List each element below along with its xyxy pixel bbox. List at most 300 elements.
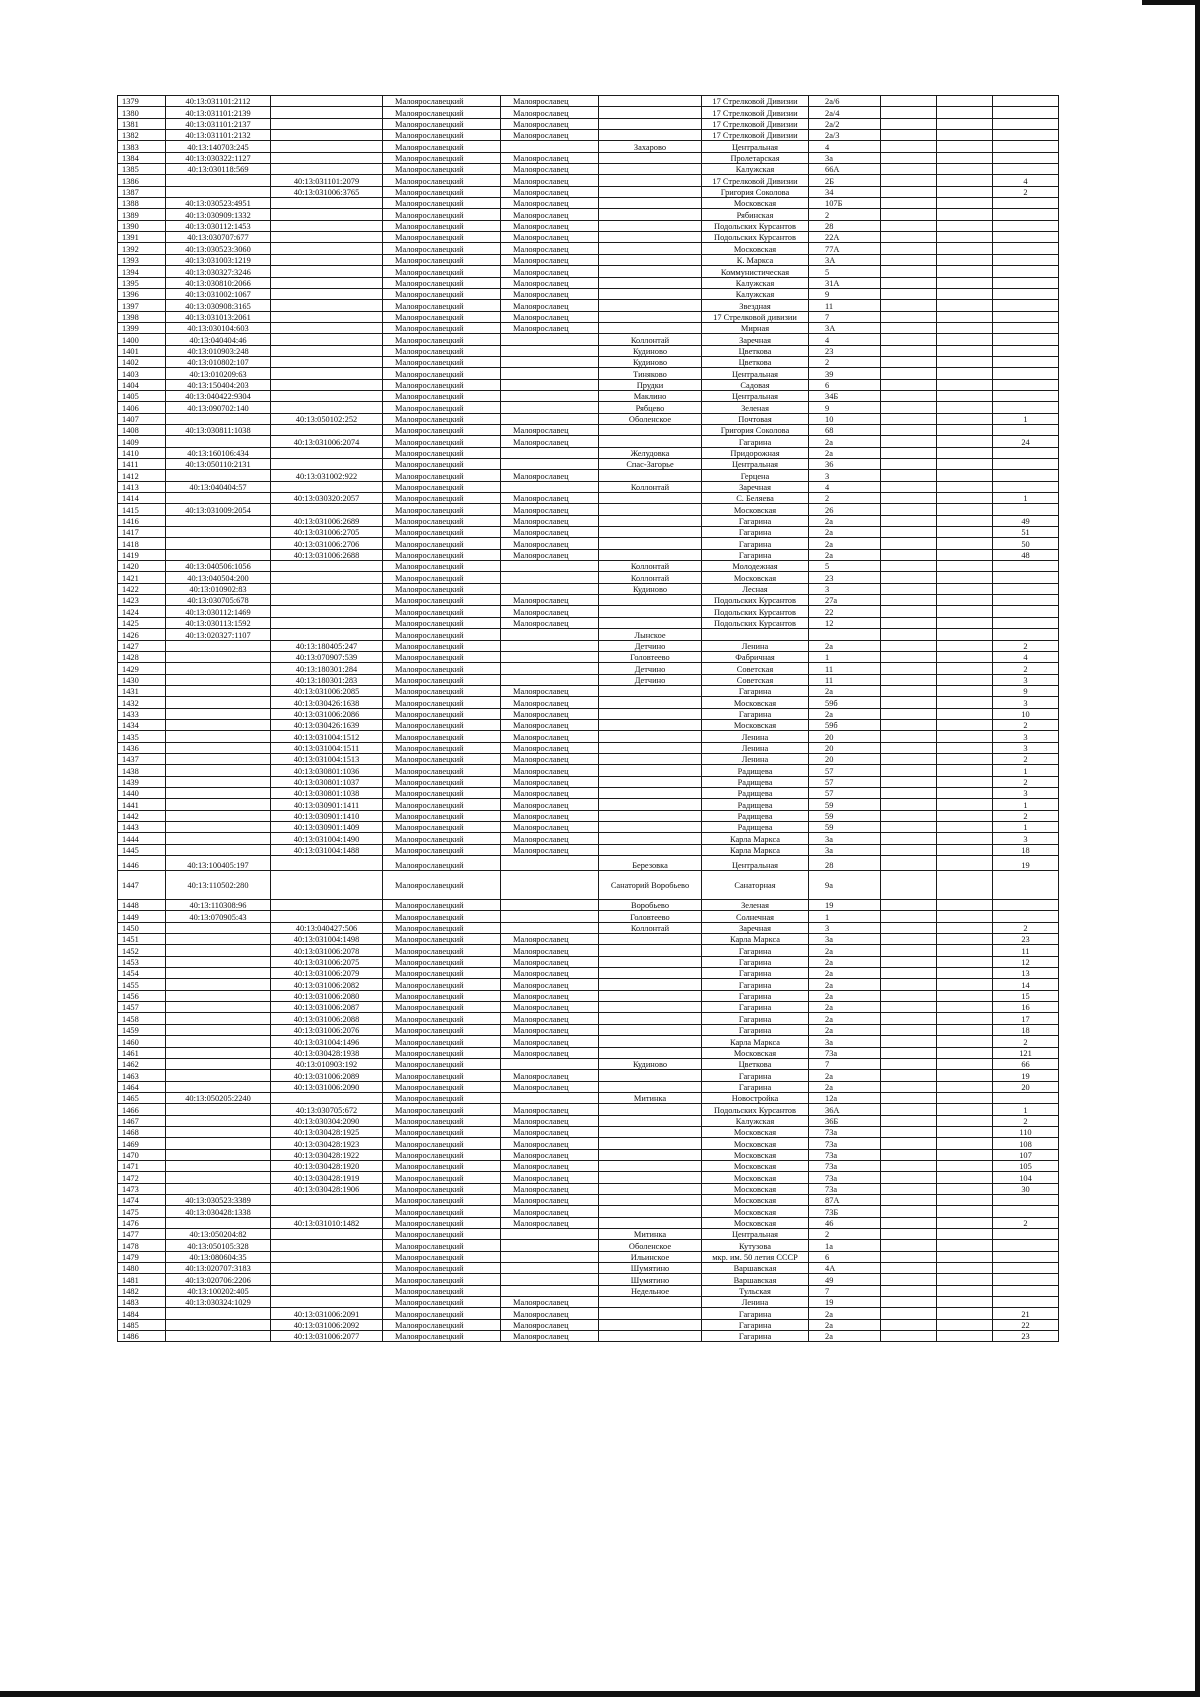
cadastral-number-building-cell: 40:13:031004:1512 bbox=[271, 731, 383, 742]
street-cell: Центральная bbox=[702, 141, 809, 152]
city-cell: Малоярославец bbox=[501, 538, 599, 549]
cadastral-number-land-cell: 40:13:110308:96 bbox=[166, 900, 271, 911]
row-number-cell: 1471 bbox=[118, 1160, 166, 1171]
district-cell: Малоярославецкий bbox=[383, 538, 501, 549]
street-cell: Подольских Курсантов bbox=[702, 595, 809, 606]
district-cell: Малоярославецкий bbox=[383, 1297, 501, 1308]
extra-col-1-cell bbox=[881, 402, 937, 413]
extra-col-2-cell bbox=[937, 1047, 993, 1058]
cadastral-number-land-cell: 40:13:030428:1338 bbox=[166, 1206, 271, 1217]
settlement-cell bbox=[599, 470, 702, 481]
district-cell: Малоярославецкий bbox=[383, 402, 501, 413]
apartment-number-cell bbox=[993, 277, 1059, 288]
cadastral-number-land-cell: 40:13:030324:1029 bbox=[166, 1297, 271, 1308]
cadastral-number-building-cell bbox=[271, 504, 383, 515]
cadastral-number-land-cell bbox=[166, 186, 271, 197]
street-cell: Гагарина bbox=[702, 1070, 809, 1081]
apartment-number-cell: 23 bbox=[993, 934, 1059, 945]
cadastral-number-building-cell: 40:13:030428:1922 bbox=[271, 1149, 383, 1160]
extra-col-1-cell bbox=[881, 1115, 937, 1126]
settlement-cell bbox=[599, 979, 702, 990]
district-cell: Малоярославецкий bbox=[383, 356, 501, 367]
settlement-cell: Желудовка bbox=[599, 447, 702, 458]
apartment-number-cell: 1 bbox=[993, 1104, 1059, 1115]
extra-col-1-cell bbox=[881, 345, 937, 356]
city-cell: Малоярославец bbox=[501, 731, 599, 742]
cadastral-number-building-cell bbox=[271, 1240, 383, 1251]
cadastral-number-land-cell bbox=[166, 799, 271, 810]
extra-col-1-cell bbox=[881, 1092, 937, 1103]
street-cell: Центральная bbox=[702, 856, 809, 871]
city-cell: Малоярославец bbox=[501, 617, 599, 628]
extra-col-1-cell bbox=[881, 254, 937, 265]
street-cell: Садовая bbox=[702, 379, 809, 390]
apartment-number-cell: 13 bbox=[993, 968, 1059, 979]
settlement-cell: Коллонтай bbox=[599, 572, 702, 583]
extra-col-1-cell bbox=[881, 968, 937, 979]
district-cell: Малоярославецкий bbox=[383, 413, 501, 424]
row-number-cell: 1429 bbox=[118, 663, 166, 674]
city-cell bbox=[501, 1285, 599, 1296]
house-number-cell: 68 bbox=[809, 424, 881, 435]
cadastral-number-building-cell: 40:13:040427:506 bbox=[271, 922, 383, 933]
cadastral-number-land-cell bbox=[166, 1217, 271, 1228]
table-row bbox=[118, 1194, 1059, 1205]
row-number-cell: 1432 bbox=[118, 697, 166, 708]
apartment-number-cell bbox=[993, 390, 1059, 401]
district-cell: Малоярославецкий bbox=[383, 1013, 501, 1024]
cadastral-number-land-cell: 40:13:040422:9304 bbox=[166, 390, 271, 401]
extra-col-2-cell bbox=[937, 1217, 993, 1228]
extra-col-1-cell bbox=[881, 708, 937, 719]
street-cell: Московская bbox=[702, 1138, 809, 1149]
street-cell: Зеленая bbox=[702, 402, 809, 413]
city-cell: Малоярославец bbox=[501, 1319, 599, 1330]
cadastral-number-building-cell: 40:13:031006:2078 bbox=[271, 945, 383, 956]
city-cell bbox=[501, 1240, 599, 1251]
cadastral-number-building-cell bbox=[271, 572, 383, 583]
settlement-cell bbox=[599, 990, 702, 1001]
extra-col-2-cell bbox=[937, 232, 993, 243]
cadastral-number-building-cell bbox=[271, 356, 383, 367]
row-number-cell: 1394 bbox=[118, 266, 166, 277]
cadastral-number-land-cell: 40:13:140703:245 bbox=[166, 141, 271, 152]
street-cell: Подольских Курсантов bbox=[702, 606, 809, 617]
table-row bbox=[118, 1274, 1059, 1285]
district-cell: Малоярославецкий bbox=[383, 871, 501, 900]
extra-col-2-cell bbox=[937, 538, 993, 549]
cadastral-number-building-cell: 40:13:031006:2088 bbox=[271, 1013, 383, 1024]
settlement-cell: Оболенское bbox=[599, 1240, 702, 1251]
city-cell: Малоярославец bbox=[501, 1002, 599, 1013]
street-cell: Калужская bbox=[702, 1115, 809, 1126]
house-number-cell: 2а bbox=[809, 515, 881, 526]
cadastral-number-land-cell: 40:13:030707:677 bbox=[166, 232, 271, 243]
street-cell: Центральная bbox=[702, 1229, 809, 1240]
extra-col-2-cell bbox=[937, 1263, 993, 1274]
settlement-cell bbox=[599, 209, 702, 220]
cadastral-number-land-cell bbox=[166, 1331, 271, 1342]
table-row bbox=[118, 719, 1059, 730]
row-number-cell: 1412 bbox=[118, 470, 166, 481]
extra-col-1-cell bbox=[881, 742, 937, 753]
settlement-cell bbox=[599, 175, 702, 186]
table-row bbox=[118, 504, 1059, 515]
cadastral-number-building-cell bbox=[271, 96, 383, 107]
cadastral-number-land-cell bbox=[166, 493, 271, 504]
district-cell: Малоярославецкий bbox=[383, 990, 501, 1001]
settlement-cell: Детчино bbox=[599, 640, 702, 651]
table-row bbox=[118, 765, 1059, 776]
cadastral-number-land-cell bbox=[166, 1013, 271, 1024]
extra-col-1-cell bbox=[881, 198, 937, 209]
cadastral-number-land-cell bbox=[166, 674, 271, 685]
table-row bbox=[118, 844, 1059, 855]
row-number-cell: 1479 bbox=[118, 1251, 166, 1262]
table-row bbox=[118, 186, 1059, 197]
apartment-number-cell: 66 bbox=[993, 1058, 1059, 1069]
apartment-number-cell: 108 bbox=[993, 1138, 1059, 1149]
house-number-cell: 2а bbox=[809, 708, 881, 719]
cadastral-number-land-cell: 40:13:050105:328 bbox=[166, 1240, 271, 1251]
district-cell: Малоярославецкий bbox=[383, 1308, 501, 1319]
cadastral-number-land-cell: 40:13:031101:2132 bbox=[166, 130, 271, 141]
street-cell: Московская bbox=[702, 243, 809, 254]
extra-col-2-cell bbox=[937, 1058, 993, 1069]
extra-col-1-cell bbox=[881, 1308, 937, 1319]
cadastral-number-land-cell bbox=[166, 742, 271, 753]
table-row bbox=[118, 606, 1059, 617]
row-number-cell: 1486 bbox=[118, 1331, 166, 1342]
row-number-cell: 1405 bbox=[118, 390, 166, 401]
cadastral-number-land-cell: 40:13:030705:678 bbox=[166, 595, 271, 606]
apartment-number-cell: 3 bbox=[993, 697, 1059, 708]
apartment-number-cell: 104 bbox=[993, 1172, 1059, 1183]
house-number-cell: 3 bbox=[809, 922, 881, 933]
street-cell: Московская bbox=[702, 1194, 809, 1205]
cadastral-number-building-cell bbox=[271, 345, 383, 356]
cadastral-number-land-cell bbox=[166, 549, 271, 560]
settlement-cell: Детчино bbox=[599, 674, 702, 685]
street-cell: Гагарина bbox=[702, 1024, 809, 1035]
settlement-cell: Коллонтай bbox=[599, 922, 702, 933]
street-cell: Звездная bbox=[702, 300, 809, 311]
street-cell: Подольских Курсантов bbox=[702, 232, 809, 243]
table-row bbox=[118, 922, 1059, 933]
extra-col-1-cell bbox=[881, 1036, 937, 1047]
cadastral-number-land-cell bbox=[166, 1081, 271, 1092]
district-cell: Малоярославецкий bbox=[383, 1149, 501, 1160]
city-cell: Малоярославец bbox=[501, 685, 599, 696]
table-row bbox=[118, 742, 1059, 753]
extra-col-2-cell bbox=[937, 1251, 993, 1262]
settlement-cell: Коллонтай bbox=[599, 481, 702, 492]
cadastral-number-building-cell: 40:13:030304:2090 bbox=[271, 1115, 383, 1126]
apartment-number-cell bbox=[993, 1251, 1059, 1262]
extra-col-1-cell bbox=[881, 900, 937, 911]
city-cell: Малоярославец bbox=[501, 708, 599, 719]
district-cell: Малоярославецкий bbox=[383, 731, 501, 742]
city-cell: Малоярославец bbox=[501, 697, 599, 708]
table-row bbox=[118, 1092, 1059, 1103]
house-number-cell: 2а bbox=[809, 538, 881, 549]
street-cell: Московская bbox=[702, 1183, 809, 1194]
cadastral-number-building-cell: 40:13:031006:2091 bbox=[271, 1308, 383, 1319]
apartment-number-cell bbox=[993, 198, 1059, 209]
house-number-cell: 3а bbox=[809, 844, 881, 855]
district-cell: Малоярославецкий bbox=[383, 685, 501, 696]
house-number-cell: 2а bbox=[809, 685, 881, 696]
table-row bbox=[118, 1002, 1059, 1013]
table-row bbox=[118, 1285, 1059, 1296]
street-cell: Почтовая bbox=[702, 413, 809, 424]
row-number-cell: 1386 bbox=[118, 175, 166, 186]
cadastral-number-building-cell: 40:13:030426:1638 bbox=[271, 697, 383, 708]
table-row bbox=[118, 175, 1059, 186]
house-number-cell: 2а bbox=[809, 1002, 881, 1013]
apartment-number-cell: 3 bbox=[993, 833, 1059, 844]
house-number-cell: 2а bbox=[809, 956, 881, 967]
cadastral-number-land-cell bbox=[166, 753, 271, 764]
extra-col-1-cell bbox=[881, 1297, 937, 1308]
city-cell: Малоярославец bbox=[501, 493, 599, 504]
house-number-cell: 3а bbox=[809, 934, 881, 945]
extra-col-2-cell bbox=[937, 822, 993, 833]
house-number-cell: 4 bbox=[809, 334, 881, 345]
district-cell: Малоярославецкий bbox=[383, 922, 501, 933]
extra-col-1-cell bbox=[881, 856, 937, 871]
street-cell: Московская bbox=[702, 697, 809, 708]
street-cell: Зеленая bbox=[702, 900, 809, 911]
cadastral-number-building-cell: 40:13:050102:252 bbox=[271, 413, 383, 424]
house-number-cell: 11 bbox=[809, 300, 881, 311]
district-cell: Малоярославецкий bbox=[383, 1081, 501, 1092]
apartment-number-cell bbox=[993, 118, 1059, 129]
house-number-cell: 2а bbox=[809, 549, 881, 560]
district-cell: Малоярославецкий bbox=[383, 1206, 501, 1217]
district-cell: Малоярославецкий bbox=[383, 141, 501, 152]
table-row bbox=[118, 1126, 1059, 1137]
house-number-cell: 57 bbox=[809, 787, 881, 798]
apartment-number-cell: 110 bbox=[993, 1126, 1059, 1137]
cadastral-number-building-cell: 40:13:030901:1411 bbox=[271, 799, 383, 810]
city-cell: Малоярославец bbox=[501, 606, 599, 617]
extra-col-1-cell bbox=[881, 651, 937, 662]
row-number-cell: 1456 bbox=[118, 990, 166, 1001]
extra-col-2-cell bbox=[937, 685, 993, 696]
cadastral-number-land-cell: 40:13:030811:1038 bbox=[166, 424, 271, 435]
extra-col-2-cell bbox=[937, 900, 993, 911]
row-number-cell: 1466 bbox=[118, 1104, 166, 1115]
apartment-number-cell: 2 bbox=[993, 810, 1059, 821]
house-number-cell: 2а bbox=[809, 1013, 881, 1024]
district-cell: Малоярославецкий bbox=[383, 822, 501, 833]
house-number-cell: 23 bbox=[809, 572, 881, 583]
house-number-cell: 2 bbox=[809, 493, 881, 504]
extra-col-2-cell bbox=[937, 186, 993, 197]
street-cell: Гагарина bbox=[702, 945, 809, 956]
table-row bbox=[118, 470, 1059, 481]
cadastral-number-land-cell bbox=[166, 1036, 271, 1047]
district-cell: Малоярославецкий bbox=[383, 561, 501, 572]
scan-border-corner bbox=[1142, 0, 1200, 5]
cadastral-number-building-cell bbox=[271, 424, 383, 435]
extra-col-2-cell bbox=[937, 152, 993, 163]
row-number-cell: 1455 bbox=[118, 979, 166, 990]
extra-col-1-cell bbox=[881, 990, 937, 1001]
street-cell: Московская bbox=[702, 572, 809, 583]
house-number-cell: 2а bbox=[809, 436, 881, 447]
extra-col-1-cell bbox=[881, 1263, 937, 1274]
city-cell bbox=[501, 141, 599, 152]
cadastral-number-land-cell bbox=[166, 470, 271, 481]
extra-col-2-cell bbox=[937, 1308, 993, 1319]
district-cell: Малоярославецкий bbox=[383, 1047, 501, 1058]
table-row bbox=[118, 1229, 1059, 1240]
row-number-cell: 1409 bbox=[118, 436, 166, 447]
extra-col-2-cell bbox=[937, 1104, 993, 1115]
table-row bbox=[118, 1013, 1059, 1024]
city-cell: Малоярославец bbox=[501, 968, 599, 979]
extra-col-1-cell bbox=[881, 697, 937, 708]
row-number-cell: 1438 bbox=[118, 765, 166, 776]
apartment-number-cell bbox=[993, 1274, 1059, 1285]
settlement-cell bbox=[599, 934, 702, 945]
city-cell: Малоярославец bbox=[501, 1024, 599, 1035]
apartment-number-cell: 15 bbox=[993, 990, 1059, 1001]
street-cell: Карла Маркса bbox=[702, 934, 809, 945]
extra-col-1-cell bbox=[881, 640, 937, 651]
settlement-cell bbox=[599, 277, 702, 288]
cadastral-number-land-cell bbox=[166, 787, 271, 798]
extra-col-1-cell bbox=[881, 379, 937, 390]
settlement-cell bbox=[599, 697, 702, 708]
district-cell: Малоярославецкий bbox=[383, 956, 501, 967]
extra-col-1-cell bbox=[881, 1138, 937, 1149]
extra-col-1-cell bbox=[881, 572, 937, 583]
settlement-cell: Шумятино bbox=[599, 1274, 702, 1285]
cadastral-number-land-cell bbox=[166, 844, 271, 855]
street-cell: Заречная bbox=[702, 922, 809, 933]
extra-col-1-cell bbox=[881, 1058, 937, 1069]
cadastral-number-building-cell: 40:13:031006:2086 bbox=[271, 708, 383, 719]
district-cell: Малоярославецкий bbox=[383, 844, 501, 855]
district-cell: Малоярославецкий bbox=[383, 1058, 501, 1069]
district-cell: Малоярославецкий bbox=[383, 1138, 501, 1149]
cadastral-number-land-cell: 40:13:031009:2054 bbox=[166, 504, 271, 515]
cadastral-number-building-cell: 40:13:031002:922 bbox=[271, 470, 383, 481]
cadastral-number-building-cell bbox=[271, 447, 383, 458]
extra-col-1-cell bbox=[881, 549, 937, 560]
table-row bbox=[118, 481, 1059, 492]
table-row bbox=[118, 1104, 1059, 1115]
row-number-cell: 1454 bbox=[118, 968, 166, 979]
table-row bbox=[118, 595, 1059, 606]
cadastral-number-land-cell bbox=[166, 1149, 271, 1160]
district-cell: Малоярославецкий bbox=[383, 572, 501, 583]
district-cell: Малоярославецкий bbox=[383, 277, 501, 288]
extra-col-1-cell bbox=[881, 322, 937, 333]
street-cell: Тульская bbox=[702, 1285, 809, 1296]
extra-col-2-cell bbox=[937, 311, 993, 322]
cadastral-number-building-cell: 40:13:031006:2689 bbox=[271, 515, 383, 526]
house-number-cell: 73а bbox=[809, 1149, 881, 1160]
street-cell: 17 Стрелковой Дивизии bbox=[702, 118, 809, 129]
extra-col-1-cell bbox=[881, 1070, 937, 1081]
street-cell: Ленина bbox=[702, 731, 809, 742]
apartment-number-cell bbox=[993, 1194, 1059, 1205]
settlement-cell: Кудиново bbox=[599, 1058, 702, 1069]
district-cell: Малоярославецкий bbox=[383, 243, 501, 254]
street-cell: Радищева bbox=[702, 799, 809, 810]
apartment-number-cell bbox=[993, 1285, 1059, 1296]
city-cell: Малоярославец bbox=[501, 152, 599, 163]
cadastral-number-building-cell: 40:13:180301:284 bbox=[271, 663, 383, 674]
apartment-number-cell bbox=[993, 424, 1059, 435]
extra-col-2-cell bbox=[937, 787, 993, 798]
apartment-number-cell: 1 bbox=[993, 765, 1059, 776]
district-cell: Малоярославецкий bbox=[383, 1126, 501, 1137]
settlement-cell bbox=[599, 945, 702, 956]
district-cell: Малоярославецкий bbox=[383, 1319, 501, 1330]
district-cell: Малоярославецкий bbox=[383, 118, 501, 129]
extra-col-2-cell bbox=[937, 871, 993, 900]
extra-col-2-cell bbox=[937, 1070, 993, 1081]
city-cell: Малоярославец bbox=[501, 934, 599, 945]
apartment-number-cell bbox=[993, 243, 1059, 254]
extra-col-2-cell bbox=[937, 1274, 993, 1285]
table-row bbox=[118, 288, 1059, 299]
house-number-cell: 73а bbox=[809, 1138, 881, 1149]
district-cell: Малоярославецкий bbox=[383, 979, 501, 990]
extra-col-2-cell bbox=[937, 96, 993, 107]
row-number-cell: 1457 bbox=[118, 1002, 166, 1013]
settlement-cell bbox=[599, 844, 702, 855]
house-number-cell: 3а bbox=[809, 1036, 881, 1047]
extra-col-1-cell bbox=[881, 413, 937, 424]
city-cell: Малоярославец bbox=[501, 220, 599, 231]
cadastral-number-building-cell: 40:13:031006:2077 bbox=[271, 1331, 383, 1342]
extra-col-1-cell bbox=[881, 300, 937, 311]
district-cell: Малоярославецкий bbox=[383, 1251, 501, 1262]
settlement-cell bbox=[599, 164, 702, 175]
table-row bbox=[118, 1240, 1059, 1251]
district-cell: Малоярославецкий bbox=[383, 900, 501, 911]
cadastral-number-land-cell bbox=[166, 934, 271, 945]
settlement-cell: Коллонтай bbox=[599, 561, 702, 572]
house-number-cell: 5 bbox=[809, 561, 881, 572]
city-cell bbox=[501, 561, 599, 572]
table-row bbox=[118, 979, 1059, 990]
house-number-cell: 3А bbox=[809, 322, 881, 333]
extra-col-1-cell bbox=[881, 934, 937, 945]
district-cell: Малоярославецкий bbox=[383, 209, 501, 220]
district-cell: Малоярославецкий bbox=[383, 1285, 501, 1296]
cadastral-number-building-cell: 40:13:031006:2076 bbox=[271, 1024, 383, 1035]
city-cell: Малоярославец bbox=[501, 1115, 599, 1126]
district-cell: Малоярославецкий bbox=[383, 1115, 501, 1126]
cadastral-number-land-cell: 40:13:010903:248 bbox=[166, 345, 271, 356]
city-cell: Малоярославец bbox=[501, 209, 599, 220]
street-cell: Московская bbox=[702, 1149, 809, 1160]
settlement-cell: Тиняково bbox=[599, 368, 702, 379]
table-row bbox=[118, 583, 1059, 594]
district-cell: Малоярославецкий bbox=[383, 640, 501, 651]
apartment-number-cell: 2 bbox=[993, 753, 1059, 764]
city-cell: Малоярославец bbox=[501, 595, 599, 606]
city-cell: Малоярославец bbox=[501, 765, 599, 776]
apartment-number-cell: 24 bbox=[993, 436, 1059, 447]
